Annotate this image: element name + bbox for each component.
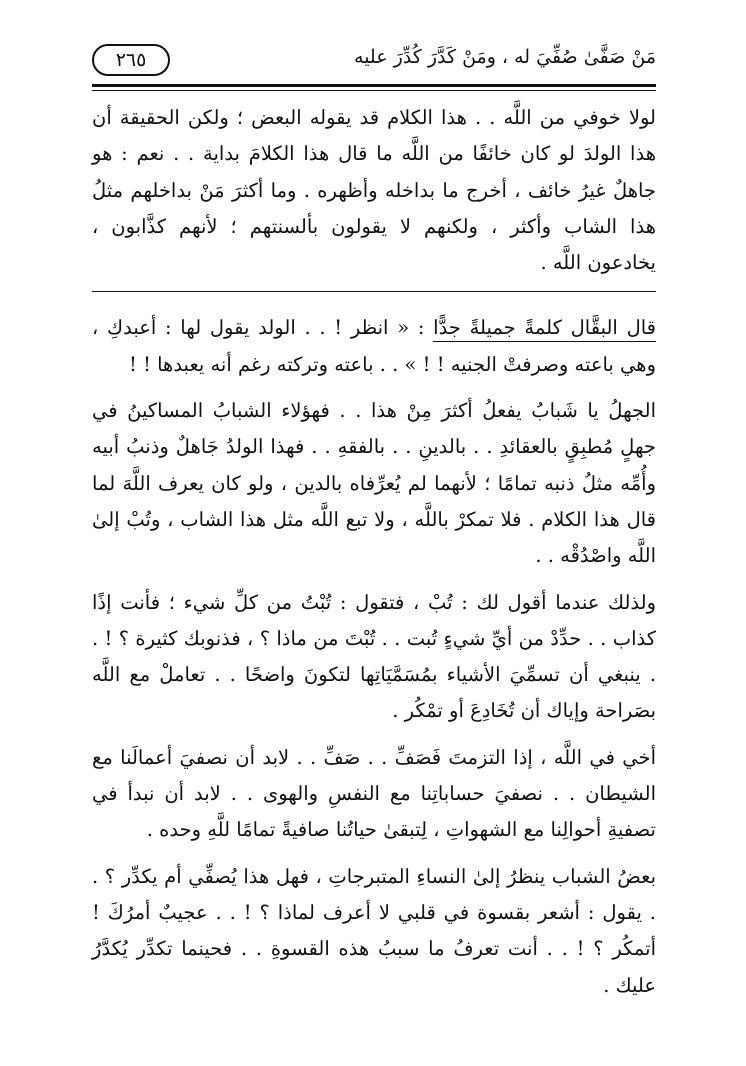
page-header <box>92 40 656 82</box>
paragraph-4: ولذلك عندما أقول لك : تُبْ ، فتقول : تُبْتُ من كلِّ شيء ؛ فأنت إذًا كذاب . . حدِّدْ من أيِّ شيءٍ تُبت . . تُبْتَ من ماذا ؟ ، فذنوبك كثيرة ؟ ! . . ينبغي أن تسمِّيَ الأشياء بمُسَمَّيَاتِها لتكونَ واضحًا . . تعاملْ مع اللَّه بصَراحة وإياك أن تُخَادِعَ أو تمْكُر . <box>92 590 657 723</box>
paragraph-2: قال البقَّال كلمةً جميلةً جدًّا : « انظر ! . . الولد يقول لها : أعبدكِ ، وهي باعته وصرفتْ الجنيه ! ! » . . باعته وتركته رغم أنه يعبدها ! ! <box>92 316 656 376</box>
paragraph-divider <box>92 291 656 292</box>
page-body <box>92 100 656 1004</box>
paragraph-1: لولا خوفي من اللَّه . . هذا الكلام قد يقوله البعض ؛ ولكن الحقيقة أن هذا الولدَ لو كان خائفًا من اللَّه ما قال هذا الكلامَ بداية . . نعم : هو جاهلٌ غيرُ خائف ، أخرج ما بداخله وأظهره . وما أكثرَ مَنْ بداخلهم مثلُ هذا الشاب وأكثر ، ولكنهم لا يقولون بألسنتهم ؛ لأنهم كذَّابون ، يخادعون اللَّه . <box>92 106 656 275</box>
header-rule-thick <box>92 84 656 87</box>
paragraph-3: الجهلُ يا شَبابُ يفعلُ أكثرَ مِنْ هذا . . فهؤلاء الشبابُ المساكينُ في جهلٍ مُطبِقٍ بالعقائدِ . . بالدينِ . . بالفقهِ . . فهذا الولدُ جَاهلٌ وذنبُ أبيه وأُمِّه مثلُ ذنبه تمامًا ؛ لأنهما لم يُعرِّفاه بالدين ، ولو كان يعرف اللَّهَ لما قال هذا الكلام . فلا تمكرْ باللَّه ، ولا تبع اللَّه مثل هذا الشاب ، وتُبْ إلىٰ اللَّه واصْدُقْه . . <box>92 399 656 568</box>
running-title: مَنْ صَفَّىٰ صُفِّيَ له ، ومَنْ كَدَّرَ كُدِّرَ عليه <box>354 46 656 68</box>
page-number-badge: ٢٦٥ <box>92 44 170 76</box>
underlined-phrase: قال البقَّال كلمةً جميلةً جدًّا <box>433 316 656 342</box>
paragraph-6: بعضُ الشباب ينظرُ إلىٰ النساءِ المتبرجاتِ ، فهل هذا يُصفِّي أم يكدِّر ؟ . . يقول : أشعر بقسوة في قلبي لا أعرف لماذا ؟ ! . . عجيبٌ أمرُكَ ! أتمكُر ؟ ! . . أنت تعرفُ ما سببُ هذه القسوةِ . . فحينما تكدِّر يُكدَّرُ عليك . <box>92 864 656 997</box>
paragraph-5: أخي في اللَّه ، إذا التزمتَ فَصَفِّ . . صَفِّ . . لابد أن نصفيَ أعمالَنا مع الشيطان . . نصفيَ حساباتِنا مع النفسِ والهوى . . لابد أن نبدأ في تصفيةِ أحوالِنا مع الشهواتِ ، لِتبقىٰ حياتُنا صافيةً تمامًا للَّهِ وحده . <box>92 745 656 842</box>
header-rule-thin <box>92 90 656 91</box>
